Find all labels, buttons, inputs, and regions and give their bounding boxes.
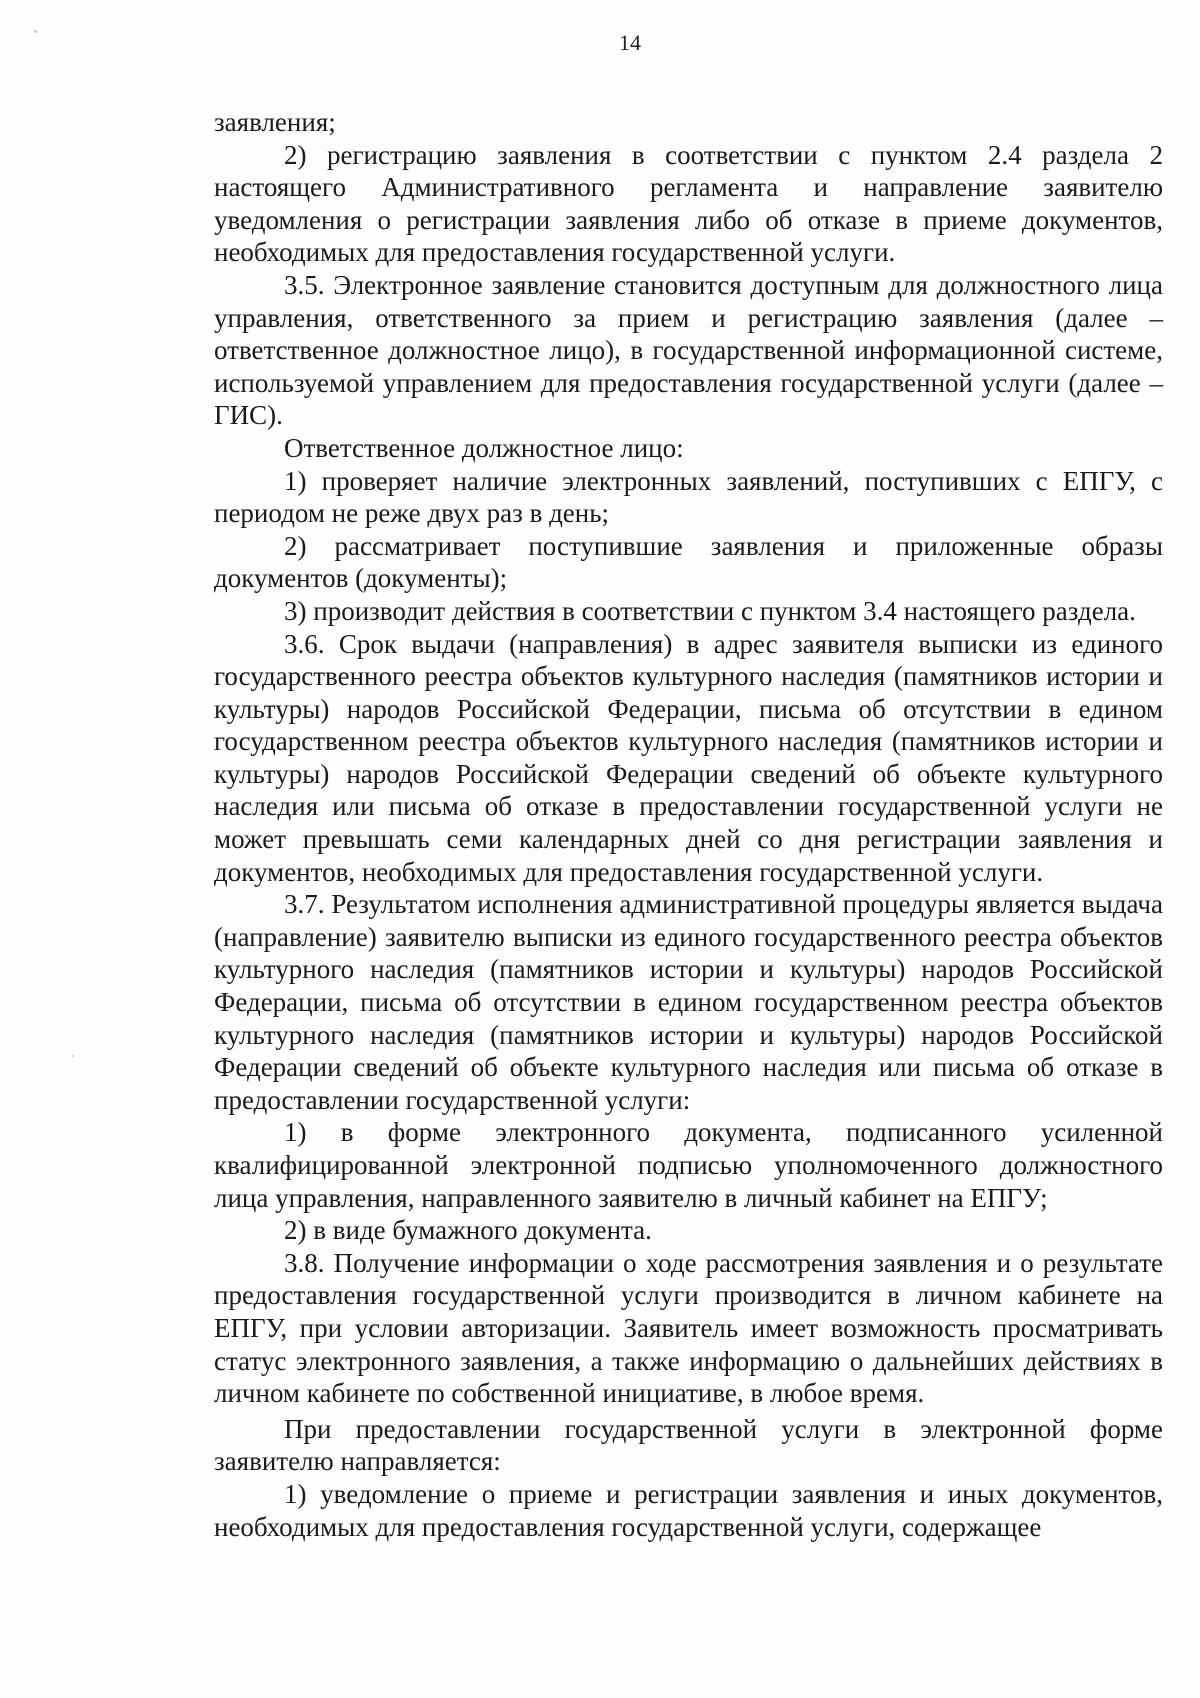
paragraph: При предоставлении государственной услуги в электронной форме заявителю направляется: [214, 1413, 1163, 1477]
paragraph: 3) производит действия в соответствии с пунктом 3.4 настоящего раздела. [284, 595, 1136, 626]
scan-speck [72, 1055, 74, 1057]
paragraph: 2) в виде бумажного документа. [284, 1215, 652, 1246]
paragraph: 1) уведомление о приеме и регистрации заявления и иных документов, необходимых для предоставления государственной услуги, содержащее [214, 1478, 1163, 1542]
paragraph: 2) регистрацию заявления в соответствии с пунктом 2.4 раздела 2 настоящего Административного регламента и направление заявителю уведомления о регистрации заявления либо об отказе в приеме документов, необходимых для предоставления государственной услуги. [214, 139, 1163, 268]
paragraph: Ответственное должностное лицо: [284, 432, 684, 463]
page-number: 14 [619, 30, 641, 55]
paragraph: 3.8. Получение информации о ходе рассмотрения заявления и о результате предоставления государственной услуги производится в личном кабинете на ЕПГУ, при условии авторизации. Заявитель имеет возможность просматривать статус электронного заявления, а также информацию о дальнейших действиях в личном кабинете по собственной инициативе, в любое время. [214, 1247, 1163, 1409]
paragraph: 1) в форме электронного документа, подписанного усиленной квалифицированной электронной подписью уполномоченного должностного лица управления, направленного заявителю в личный кабинет на ЕПГУ; [214, 1117, 1163, 1213]
document-body [214, 106, 1163, 1543]
paragraph: заявления; [214, 107, 336, 137]
paragraph: 2) рассматривает поступившие заявления и приложенные образы документов (документы); [214, 530, 1163, 594]
paragraph: 1) проверяет наличие электронных заявлений, поступивших с ЕПГУ, с периодом не реже двух раз в день; [214, 465, 1163, 529]
paragraph: 3.5. Электронное заявление становится доступным для должностного лица управления, ответственного за прием и регистрацию заявления (далее – ответственное должностное лицо), в государственной информационной системе, используемой управлением для предоставления государственной услуги (далее – ГИС). [214, 269, 1163, 431]
paragraph: 3.7. Результатом исполнения административной процедуры является выдача (направление) заявителю выписки из единого государственного реестра объектов культурного наследия (памятников истории и культуры) народов Российской Федерации, письма об отсутствии в едином государственном реестра объектов культурного наследия (памятников истории и культуры) народов Российской Федерации сведений об объекте культурного наследия или письма об отказе в предоставлении государственной услуги: [214, 889, 1163, 1115]
paragraph: 3.6. Срок выдачи (направления) в адрес заявителя выписки из единого государственного реестра объектов культурного наследия (памятников истории и культуры) народов Российской Федерации, письма об отсутствии в едином государственном реестра объектов культурного наследия (памятников истории и культуры) народов Российской Федерации сведений об объекте культурного наследия или письма об отказе в предоставлении государственной услуги не может превышать семи календарных дней со дня регистрации заявления и документов, необходимых для предоставления государственной услуги. [214, 628, 1163, 887]
